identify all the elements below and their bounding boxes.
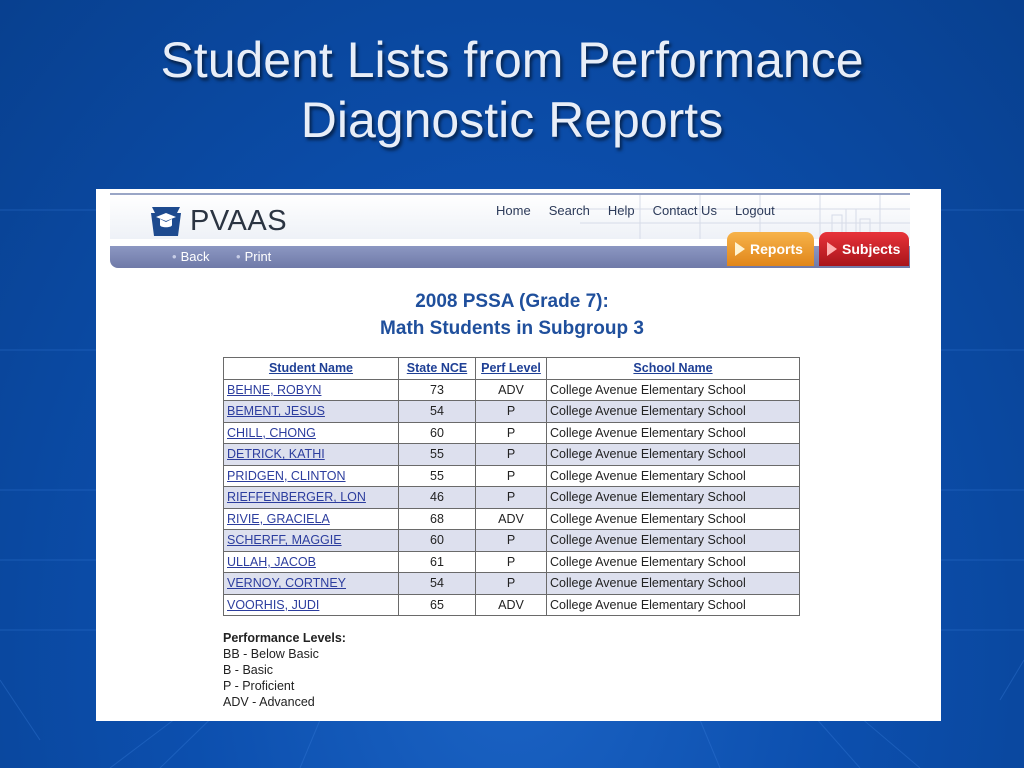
perf-level-cell: P xyxy=(476,422,547,444)
student-name-link[interactable]: CHILL, CHONG xyxy=(227,425,316,440)
perf-level-cell: P xyxy=(476,487,547,509)
student-name-link[interactable]: BEHNE, ROBYN xyxy=(227,382,322,397)
school-name-cell: College Avenue Elementary School xyxy=(547,594,800,616)
student-name-cell xyxy=(224,379,399,401)
school-name-cell: College Avenue Elementary School xyxy=(547,551,800,573)
table-row xyxy=(224,444,800,466)
top-navigation xyxy=(496,203,775,218)
column-header-state-nce[interactable]: State NCE xyxy=(399,358,476,380)
student-name-link[interactable]: RIVIE, GRACIELA xyxy=(227,511,330,526)
student-name-cell xyxy=(224,422,399,444)
school-name-cell: College Avenue Elementary School xyxy=(547,573,800,595)
table-row xyxy=(224,594,800,616)
student-name-cell xyxy=(224,551,399,573)
report-title-line1: 2008 PSSA (Grade 7): xyxy=(415,291,609,312)
table-row xyxy=(224,551,800,573)
nav-home-link[interactable]: Home xyxy=(496,203,531,218)
state-nce-cell: 46 xyxy=(399,487,476,509)
pvaas-logo[interactable] xyxy=(148,203,287,239)
student-name-cell xyxy=(224,444,399,466)
perf-level-cell: P xyxy=(476,401,547,423)
table-row xyxy=(224,465,800,487)
student-name-link[interactable]: VERNOY, CORTNEY xyxy=(227,576,347,591)
school-name-cell: College Avenue Elementary School xyxy=(547,530,800,552)
student-name-cell xyxy=(224,487,399,509)
slide-title-line2: Diagnostic Reports xyxy=(300,92,724,148)
table-row xyxy=(224,573,800,595)
play-arrow-icon xyxy=(735,242,745,256)
column-header-perf-level[interactable]: Perf Level xyxy=(476,358,547,380)
student-name-cell xyxy=(224,508,399,530)
student-name-cell xyxy=(224,465,399,487)
perf-level-cell: P xyxy=(476,573,547,595)
state-nce-cell: 65 xyxy=(399,594,476,616)
student-name-link[interactable]: DETRICK, KATHI xyxy=(227,447,325,462)
play-arrow-icon xyxy=(827,242,837,256)
table-row xyxy=(224,379,800,401)
student-name-link[interactable]: SCHERFF, MAGGIE xyxy=(227,533,342,548)
perf-level-cell: P xyxy=(476,465,547,487)
slide-title xyxy=(0,30,1024,150)
print-link[interactable] xyxy=(236,249,271,264)
app-screenshot xyxy=(96,189,941,721)
student-name-link[interactable]: RIEFFENBERGER, LON xyxy=(227,490,366,505)
legend-item: B - Basic xyxy=(223,663,274,677)
school-name-cell: College Avenue Elementary School xyxy=(547,422,800,444)
tab-reports[interactable] xyxy=(727,232,814,266)
nav-logout-link[interactable]: Logout xyxy=(734,203,775,218)
student-table xyxy=(223,357,800,616)
state-nce-cell: 73 xyxy=(399,379,476,401)
state-nce-cell: 68 xyxy=(399,508,476,530)
student-name-link[interactable]: VOORHIS, JUDI xyxy=(227,597,320,612)
table-body xyxy=(224,379,800,616)
school-name-cell: College Avenue Elementary School xyxy=(547,401,800,423)
school-name-cell: College Avenue Elementary School xyxy=(547,508,800,530)
perf-level-cell: P xyxy=(476,530,547,552)
bullet-icon: • xyxy=(236,249,241,264)
state-nce-cell: 55 xyxy=(399,444,476,466)
school-name-cell: College Avenue Elementary School xyxy=(547,379,800,401)
table-row xyxy=(224,401,800,423)
student-name-link[interactable]: PRIDGEN, CLINTON xyxy=(227,468,346,483)
state-nce-cell: 54 xyxy=(399,401,476,423)
state-nce-cell: 61 xyxy=(399,551,476,573)
performance-legend xyxy=(223,630,346,710)
nav-search-link[interactable]: Search xyxy=(548,203,590,218)
table-row xyxy=(224,530,800,552)
state-nce-cell: 60 xyxy=(399,422,476,444)
perf-level-cell: P xyxy=(476,444,547,466)
state-nce-cell: 60 xyxy=(399,530,476,552)
report-title-line2: Math Students in Subgroup 3 xyxy=(380,318,644,339)
state-nce-cell: 54 xyxy=(399,573,476,595)
perf-level-cell: P xyxy=(476,551,547,573)
column-header-school-name[interactable]: School Name xyxy=(547,358,800,380)
table-row xyxy=(224,508,800,530)
perf-level-cell: ADV xyxy=(476,379,547,401)
student-name-link[interactable]: ULLAH, JACOB xyxy=(227,554,316,569)
back-link[interactable] xyxy=(172,249,209,264)
legend-item: P - Proficient xyxy=(223,679,295,693)
report-title xyxy=(96,288,928,342)
school-name-cell: College Avenue Elementary School xyxy=(547,444,800,466)
table-row xyxy=(224,487,800,509)
tab-reports-label: Reports xyxy=(750,241,803,257)
column-header-student-name[interactable]: Student Name xyxy=(224,358,399,380)
slide-title-line1: Student Lists from Performance xyxy=(160,32,864,88)
nav-contact-link[interactable]: Contact Us xyxy=(652,203,717,218)
tab-subjects-label: Subjects xyxy=(842,241,901,257)
student-name-cell xyxy=(224,401,399,423)
school-name-cell: College Avenue Elementary School xyxy=(547,465,800,487)
legend-item: BB - Below Basic xyxy=(223,647,319,661)
perf-level-cell: ADV xyxy=(476,508,547,530)
table-row xyxy=(224,422,800,444)
school-name-cell: College Avenue Elementary School xyxy=(547,487,800,509)
legend-item: ADV - Advanced xyxy=(223,695,315,709)
bullet-icon: • xyxy=(172,249,177,264)
legend-title: Performance Levels: xyxy=(223,631,346,645)
student-name-cell xyxy=(224,573,399,595)
keystone-mortarboard-icon xyxy=(148,203,184,239)
print-label: Print xyxy=(244,249,272,264)
state-nce-cell: 55 xyxy=(399,465,476,487)
tab-subjects[interactable] xyxy=(819,232,909,266)
logo-text: PVAAS xyxy=(190,204,288,237)
student-name-link[interactable]: BEMENT, JESUS xyxy=(227,404,325,419)
nav-help-link[interactable]: Help xyxy=(607,203,635,218)
perf-level-cell: ADV xyxy=(476,594,547,616)
student-name-cell xyxy=(224,530,399,552)
table-header-row xyxy=(224,358,800,380)
student-name-cell xyxy=(224,594,399,616)
back-label: Back xyxy=(180,249,210,264)
